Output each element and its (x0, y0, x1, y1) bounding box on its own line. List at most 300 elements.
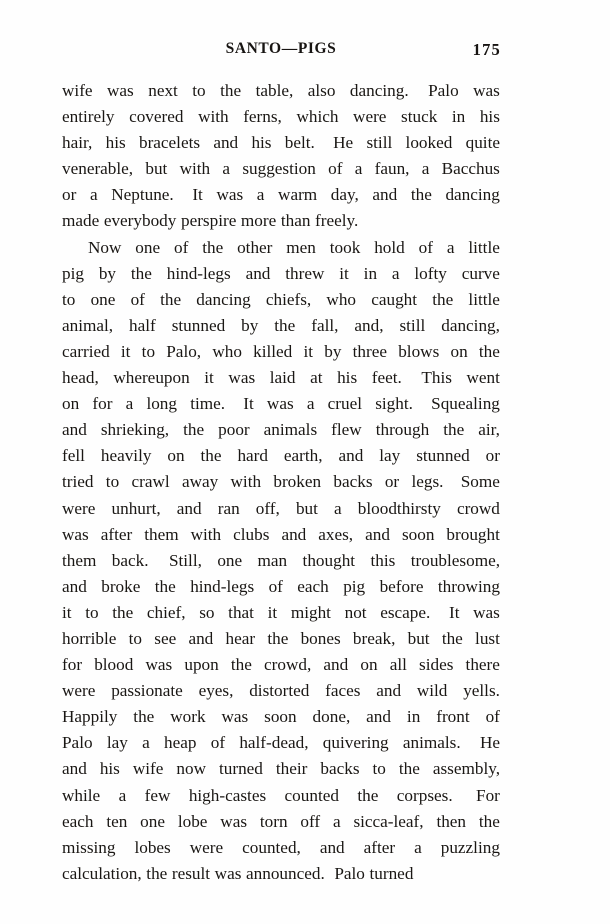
word: few (144, 785, 171, 805)
word: assembly, (432, 759, 500, 779)
word: Palo (428, 81, 459, 100)
word: but (145, 159, 168, 179)
word: a (306, 394, 315, 414)
word: thought (302, 550, 356, 570)
word: high-castes (188, 785, 267, 805)
word: and (62, 759, 87, 779)
word: blows (398, 341, 440, 361)
word: lofty (414, 263, 447, 283)
word: than (280, 211, 311, 231)
word: turned (369, 863, 414, 883)
word: hear (225, 628, 256, 648)
word: It (192, 185, 203, 205)
word: with (190, 524, 222, 544)
word: and (62, 576, 87, 596)
word: animal, (62, 315, 114, 335)
word: it (204, 368, 214, 388)
word: and (372, 185, 398, 205)
word: them (62, 550, 97, 570)
word: bloodthirsty (357, 498, 441, 518)
word: front (436, 707, 470, 727)
word: his (105, 133, 126, 153)
word: in (363, 263, 378, 283)
word: pig (62, 263, 84, 283)
word: feet. (371, 368, 402, 388)
word: and (365, 524, 390, 544)
word: or (62, 185, 77, 205)
word: of (130, 289, 145, 309)
word: that (228, 602, 254, 622)
word: dancing. (349, 81, 409, 100)
word: axes, (318, 524, 354, 544)
word: with (198, 107, 229, 127)
word: to (85, 602, 99, 622)
word: was (221, 707, 249, 727)
word: air, (478, 420, 500, 440)
word: of (210, 733, 226, 753)
word: a (142, 733, 150, 753)
page-number: 175 (472, 40, 501, 59)
word: Now (88, 237, 122, 257)
word: yells. (463, 681, 500, 701)
word: was (214, 863, 242, 883)
word: fell (62, 446, 85, 466)
word: but (407, 628, 430, 648)
word: lobes (134, 837, 171, 857)
word: it (339, 263, 349, 283)
word: little (468, 237, 500, 257)
word: freely. (315, 211, 359, 231)
text-line (62, 626, 500, 652)
word: killed (253, 341, 293, 361)
word: broke (101, 576, 141, 596)
word: upon (184, 655, 219, 675)
word: a (125, 394, 134, 414)
word: the (398, 759, 420, 779)
word: wife (132, 759, 164, 779)
word: with (230, 472, 262, 492)
word: distorted (249, 681, 310, 701)
word: missing (62, 837, 116, 857)
word: the (160, 289, 182, 309)
word: of (268, 576, 283, 596)
word: his (251, 133, 272, 153)
word: Palo (62, 733, 93, 753)
word: by (241, 315, 259, 335)
word: flew (331, 420, 362, 440)
text-line (62, 235, 500, 261)
word: was (266, 394, 294, 414)
word: a (414, 837, 422, 857)
word: entirely (62, 107, 115, 127)
text-line (62, 208, 500, 234)
word: curve (461, 263, 500, 283)
word: little (468, 289, 500, 309)
word: in (451, 107, 466, 127)
word: the (441, 628, 463, 648)
word: a (334, 498, 342, 518)
word: all (389, 655, 407, 675)
word: unhurt, (111, 498, 161, 518)
word: torn (259, 811, 288, 831)
word: off, (255, 498, 280, 518)
text-line (62, 391, 500, 417)
word: puzzling (440, 837, 500, 857)
word: which (296, 107, 339, 127)
word: cruel (327, 394, 363, 414)
word: a (421, 159, 430, 179)
running-head (62, 40, 500, 66)
word: poor (218, 420, 250, 440)
text-line (62, 835, 500, 861)
word: away (181, 472, 219, 492)
text-line (62, 417, 500, 443)
word: and (366, 707, 391, 727)
word: and, (354, 315, 384, 335)
text-line (62, 522, 500, 548)
word: also (307, 81, 336, 100)
word: next (148, 81, 178, 100)
word: bones (300, 628, 341, 648)
word: quite (465, 133, 500, 153)
word: crowd (456, 498, 500, 518)
word: were (353, 107, 387, 127)
word: crowd, (264, 655, 312, 675)
word: it (267, 602, 278, 622)
word: heavily (100, 446, 152, 466)
word: to (105, 472, 120, 492)
word: still (366, 133, 393, 153)
word: warm (278, 185, 318, 205)
word: half-dead, (239, 733, 309, 753)
word: counted (284, 785, 339, 805)
word: blood (94, 655, 134, 675)
word: It (243, 394, 254, 414)
word: to (62, 289, 76, 309)
word: lay (106, 733, 128, 753)
word: the (267, 628, 289, 648)
word: their (275, 759, 308, 779)
word: Still, (168, 550, 202, 570)
word: corpses. (396, 785, 453, 805)
word: wild (416, 681, 448, 701)
word: on (167, 446, 185, 466)
word: fall, (311, 315, 339, 335)
text-line (62, 496, 500, 522)
word: This (421, 368, 452, 388)
word: to (141, 341, 156, 361)
word: but (295, 498, 318, 518)
word: turned (218, 759, 263, 779)
word: for (62, 655, 83, 675)
word: after (100, 524, 133, 544)
text-line (62, 261, 500, 287)
word: clubs (233, 524, 270, 544)
word: it (120, 341, 131, 361)
word: one (135, 237, 161, 257)
word: were (62, 498, 96, 518)
word: each (297, 576, 329, 596)
word: sides (419, 655, 454, 675)
word: the (432, 289, 454, 309)
text-line (62, 548, 500, 574)
word: half (129, 315, 156, 335)
word: sicca-leaf, (353, 811, 424, 831)
word: quivering (322, 733, 389, 753)
word: man (257, 550, 288, 570)
word: to (128, 628, 143, 648)
word: a (222, 159, 231, 179)
word: carried (62, 341, 110, 361)
word: made (62, 211, 100, 231)
text-line (62, 339, 500, 365)
word: break, (352, 628, 396, 648)
word: three (352, 341, 387, 361)
word: the (183, 420, 205, 440)
word: was (145, 655, 173, 675)
word: ten (106, 811, 128, 831)
word: and (213, 133, 239, 153)
word: He (479, 733, 500, 753)
word: soon (401, 524, 435, 544)
word: shrieking, (100, 420, 170, 440)
word: hair, (62, 133, 93, 153)
word: the (220, 81, 242, 100)
word: stunned (416, 446, 470, 466)
body-text (62, 78, 500, 887)
word: by (98, 263, 117, 283)
word: faun, (374, 159, 410, 179)
word: the (133, 707, 155, 727)
word: was (473, 81, 500, 100)
word: the (357, 785, 379, 805)
word: them (144, 524, 179, 544)
word: now (176, 759, 206, 779)
word: so (199, 602, 215, 622)
word: on (62, 394, 80, 414)
word: was (228, 368, 256, 388)
word: heap (164, 733, 197, 753)
word: on (450, 341, 468, 361)
word: there (465, 655, 500, 675)
word: work (170, 707, 206, 727)
word: backs (333, 472, 373, 492)
word: ferns, (243, 107, 282, 127)
word: for (92, 394, 113, 414)
word: went (466, 368, 500, 388)
word: long (146, 394, 177, 414)
word: time. (190, 394, 226, 414)
word: a (391, 263, 400, 283)
word: calculation, (62, 863, 142, 883)
word: the (200, 446, 222, 466)
word: more (240, 211, 277, 231)
word: one (90, 289, 116, 309)
word: dancing (445, 185, 500, 205)
word: wife (62, 81, 93, 100)
word: a (332, 811, 341, 831)
word: other (237, 237, 273, 257)
text-line (62, 678, 500, 704)
text-line (62, 783, 500, 809)
text-line (62, 652, 500, 678)
word: a (354, 159, 363, 179)
text-line (62, 756, 500, 782)
word: horrible (62, 628, 117, 648)
word: each (62, 811, 94, 831)
word: a (89, 185, 98, 205)
word: animals (263, 420, 318, 440)
word: might (290, 602, 331, 622)
text-line (62, 287, 500, 313)
text-line (62, 730, 500, 756)
word: of (485, 707, 500, 727)
word: of (418, 237, 433, 257)
word: looked (405, 133, 453, 153)
word: Palo (334, 863, 365, 883)
word: his (337, 368, 358, 388)
word: and (323, 655, 349, 675)
word: and (245, 263, 271, 283)
word: lust (475, 628, 500, 648)
text-line (62, 182, 500, 208)
word: stuck (401, 107, 438, 127)
word: it (303, 341, 314, 361)
word: on (360, 655, 378, 675)
word: it (62, 602, 72, 622)
word: eyes, (198, 681, 234, 701)
word: passionate (111, 681, 183, 701)
word: stunned (171, 315, 226, 335)
word: to (192, 81, 206, 100)
text-line (62, 443, 500, 469)
word: Squealing (431, 394, 500, 414)
word: his (479, 107, 500, 127)
word: earth, (283, 446, 323, 466)
text-line (62, 365, 500, 391)
word: done, (312, 707, 351, 727)
word: took (329, 237, 361, 257)
word: was (216, 185, 244, 205)
word: throwing (437, 576, 500, 596)
text-line (62, 809, 500, 835)
word: dancing (196, 289, 251, 309)
word: a (446, 237, 455, 257)
word: tried (62, 472, 94, 492)
word: Bacchus (441, 159, 500, 179)
word: were (62, 681, 96, 701)
word: by (324, 341, 342, 361)
running-head-title: SANTO—PIGS (225, 40, 337, 57)
word: was (220, 811, 248, 831)
word: was (473, 602, 500, 622)
word: bracelets (138, 133, 201, 153)
word: and (281, 524, 307, 544)
word: who (212, 341, 242, 361)
word: hind-legs (166, 263, 231, 283)
word: perspire (180, 211, 237, 231)
word: the (112, 602, 134, 622)
word: counted, (242, 837, 301, 857)
word: still (399, 315, 426, 335)
word: one (140, 811, 165, 831)
word: hold (374, 237, 405, 257)
word: who (326, 289, 357, 309)
word: announced. (246, 863, 325, 883)
word: backs (320, 759, 360, 779)
word: He (333, 133, 354, 153)
word: or (485, 446, 500, 466)
word: or (384, 472, 400, 492)
word: Happily (62, 707, 118, 727)
text-line (62, 78, 500, 104)
word: of (174, 237, 189, 257)
word: of (328, 159, 343, 179)
word: to (372, 759, 386, 779)
text-line (62, 156, 500, 182)
word: Palo, (166, 341, 202, 361)
word: For (476, 785, 500, 805)
word: and (188, 628, 214, 648)
word: this (370, 550, 396, 570)
word: were (189, 837, 224, 857)
word: was (107, 81, 134, 100)
word: legs. (411, 472, 444, 492)
word: laid (269, 368, 296, 388)
word: the (478, 811, 500, 831)
word: the (443, 420, 465, 440)
word: the (274, 315, 296, 335)
word: head, (62, 368, 99, 388)
text-line (62, 861, 500, 887)
word: caught (371, 289, 418, 309)
word: before (379, 576, 424, 596)
word: not (344, 602, 367, 622)
word: was (62, 524, 89, 544)
word: and (338, 446, 364, 466)
word: and (376, 681, 402, 701)
text-line (62, 313, 500, 339)
text-line (62, 704, 500, 730)
word: lay (379, 446, 401, 466)
text-line (62, 469, 500, 495)
word: one (217, 550, 243, 570)
word: crawl (131, 472, 170, 492)
word: while (62, 785, 101, 805)
word: everybody (103, 211, 177, 231)
word: brought (446, 524, 500, 544)
word: troublesome, (410, 550, 500, 570)
word: the (410, 185, 432, 205)
word: see (154, 628, 177, 648)
word: then (436, 811, 467, 831)
word: a (118, 785, 127, 805)
word: men (286, 237, 316, 257)
word: dancing, (441, 315, 500, 335)
word: day, (330, 185, 359, 205)
text-line (62, 574, 500, 600)
word: pig (343, 576, 366, 596)
word: ran (217, 498, 240, 518)
word: sight. (375, 394, 413, 414)
word: chief, (146, 602, 186, 622)
word: Some (460, 472, 500, 492)
word: the (202, 237, 224, 257)
word: chiefs, (265, 289, 312, 309)
word: and (176, 498, 202, 518)
word: after (363, 837, 396, 857)
word: the (478, 341, 500, 361)
